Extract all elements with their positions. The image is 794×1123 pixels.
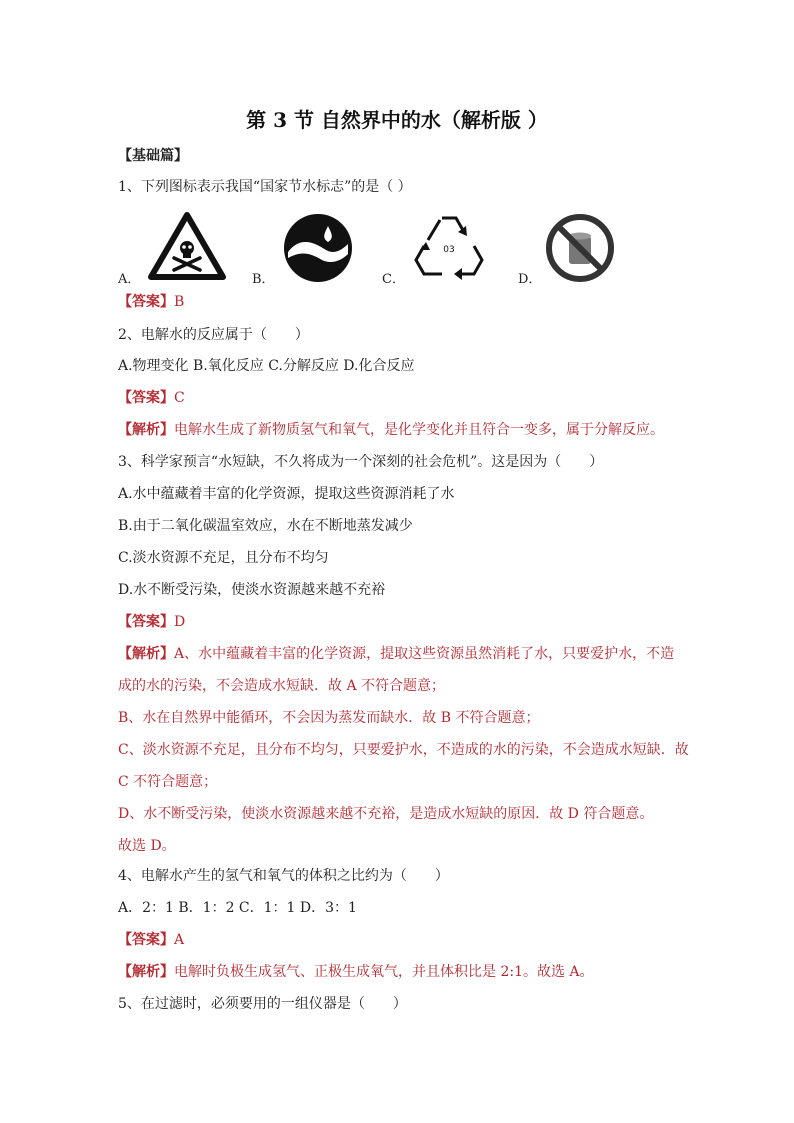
answer-value: A <box>174 932 185 948</box>
q3-analysis-5: C 不符合题意； <box>118 774 218 790</box>
q3-option-d: D.水不断受污染，使淡水资源越来越不充裕 <box>118 582 386 598</box>
recycle-icon <box>412 212 486 280</box>
water-saving-icon <box>282 212 354 284</box>
analysis-text: 电解水生成了新物质氢气和氧气，是化学变化并且符合一变多，属于分解反应。 <box>174 422 664 438</box>
q3-option-b: B.由于二氧化碳温室效应，水在不断地蒸发减少 <box>118 518 413 534</box>
q3-option-a: A.水中蕴藏着丰富的化学资源，提取这些资源消耗了水 <box>118 486 455 502</box>
answer-value: D <box>174 614 186 630</box>
q2-options: A.物理变化 B.氧化反应 C.分解反应 D.化合反应 <box>118 358 415 374</box>
q1-label-b: B． <box>252 272 275 287</box>
q1-label-c: C． <box>382 272 405 287</box>
answer-value: B <box>174 294 185 310</box>
q1-stem: 1、下列图标表示我国“国家节水标志”的是（ ） <box>118 179 412 195</box>
analysis-tag: 【解析】 <box>118 646 174 662</box>
q4-options: A．2：1 B．1：2 C．1：1 D．3：1 <box>118 900 357 916</box>
analysis-tag: 【解析】 <box>118 422 174 438</box>
analysis-text: A、水中蕴藏着丰富的化学资源，提取这些资源虽然消耗了水，只要爱护水，不造 <box>174 646 675 662</box>
q5-stem: 5、在过滤时，必须要用的一组仪器是（ ） <box>118 996 407 1012</box>
q4-answer <box>118 930 184 950</box>
no-dumping-icon <box>544 212 616 284</box>
q4-analysis <box>118 962 594 982</box>
q3-analysis-6: D、水不断受污染，使淡水资源越来越不充裕，是造成水短缺的原因．故 D 符合题意。 <box>118 806 654 822</box>
q3-analysis-1 <box>118 644 674 664</box>
q3-analysis-4: C、淡水资源不充足，且分布不均匀，只要爱护水，不造成的水的污染，不会造成水短缺．故 <box>118 742 689 758</box>
q3-analysis-7: 故选 D。 <box>118 838 176 854</box>
q3-analysis-3: B、水在自然界中能循环，不会因为蒸发而缺水．故 B 不符合题意； <box>118 710 540 726</box>
q1-label-d: D． <box>518 272 542 287</box>
recycle-code: 03 <box>443 245 455 255</box>
answer-tag: 【答案】 <box>118 390 174 406</box>
q3-analysis-2: 成的水的污染，不会造成水短缺．故 A 不符合题意； <box>118 678 446 694</box>
q3-answer <box>118 612 185 632</box>
answer-value: C <box>174 390 185 406</box>
q3-stem: 3、科学家预言“水短缺，不久将成为一个深刻的社会危机”。这是因为（ ） <box>118 454 604 470</box>
answer-tag: 【答案】 <box>118 614 174 630</box>
q2-analysis <box>118 420 664 440</box>
q2-answer <box>118 388 185 408</box>
answer-tag: 【答案】 <box>118 932 174 948</box>
q1-label-a: A． <box>118 272 141 287</box>
analysis-tag: 【解析】 <box>118 964 174 980</box>
page-title: 第 3 节 自然界中的水（解析版 ） <box>246 108 548 132</box>
analysis-text: 电解时负极生成氢气、正极生成氧气，并且体积比是 2:1。故选 A。 <box>174 964 594 980</box>
answer-tag: 【答案】 <box>118 294 174 310</box>
q4-stem: 4、电解水产生的氢气和氧气的体积之比约为（ ） <box>118 868 449 884</box>
q2-stem: 2、电解水的反应属于（ ） <box>118 327 309 343</box>
q1-answer <box>118 292 184 312</box>
section-heading: 【基础篇】 <box>118 148 188 164</box>
poison-warning-icon <box>148 212 226 280</box>
q3-option-c: C.淡水资源不充足，且分布不均匀 <box>118 550 329 566</box>
